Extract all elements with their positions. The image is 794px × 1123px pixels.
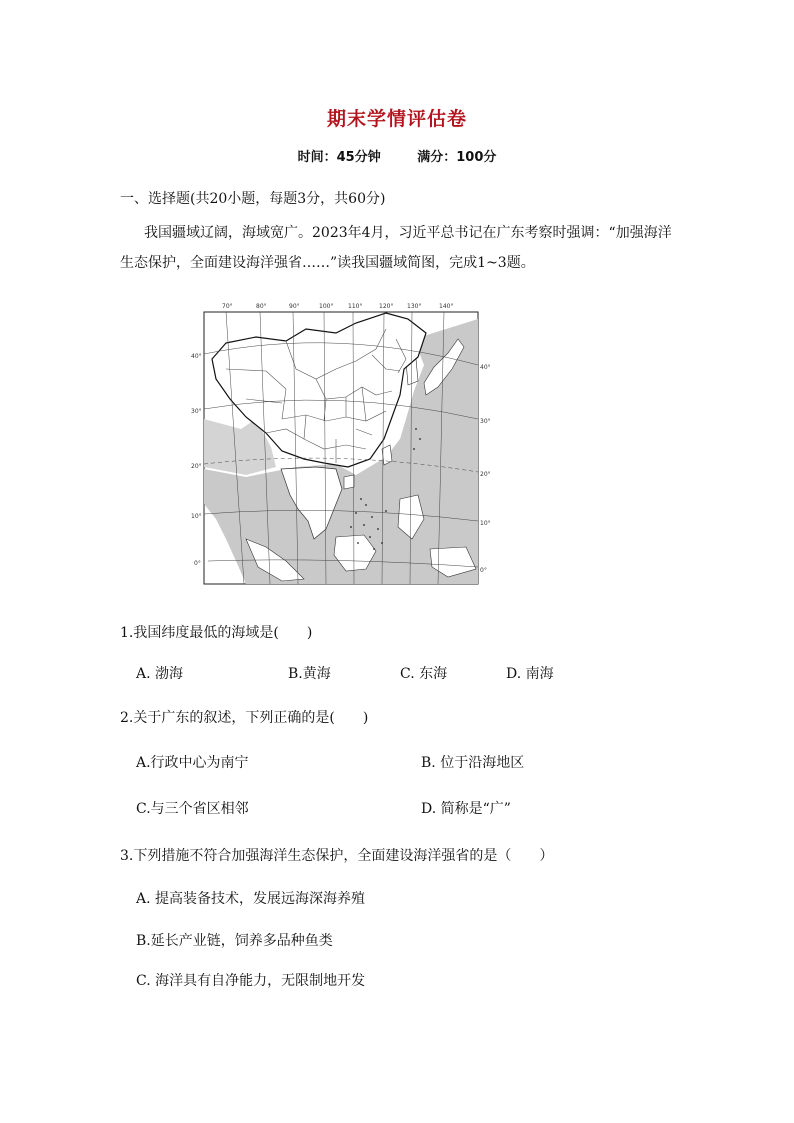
lat-label: 0° [194,560,201,567]
exam-score: 满分：100分 [417,150,497,165]
land-hainan [344,475,354,489]
lon-label: 140° [439,303,454,310]
latitude-labels-left [191,353,202,567]
lon-label: 100° [319,303,334,310]
lon-label: 130° [407,303,422,310]
q1-option-b[interactable]: B.黄海 [288,666,331,682]
lat-label: 20° [480,471,491,478]
q3-option-a[interactable]: A. 提高装备技术，发展远海深海养殖 [136,891,366,907]
lat-label: 0° [480,567,487,574]
map-svg [186,299,491,589]
q1-option-a[interactable]: A. 渤海 [136,666,184,682]
question-1: 1.我国纬度最低的海域是( ) [120,625,313,641]
latitude-labels-right [480,364,491,574]
lat-label: 30° [191,408,202,415]
china-territory-map [186,299,491,589]
question-3: 3.下列措施不符合加强海洋生态保护，全面建设海洋强省的是（ ） [120,848,554,864]
lon-label: 90° [289,303,300,310]
q2-option-a[interactable]: A.行政中心为南宁 [136,755,249,771]
lon-label: 110° [348,303,363,310]
lat-label: 20° [191,463,202,470]
land-taiwan [382,445,392,465]
q1-option-c[interactable]: C. 东海 [400,666,448,682]
q2-option-c[interactable]: C.与三个省区相邻 [136,801,249,817]
lat-label: 10° [191,513,202,520]
lat-label: 30° [480,418,491,425]
paper-title: 期末学情评估卷 [326,108,467,130]
q1-option-d[interactable]: D. 南海 [506,666,554,682]
lat-label: 40° [191,353,202,360]
intro-paragraph: 我国疆域辽阔，海域宽广。2023年4月，习近平总书记在广东考察时强调：“加强海洋生态保护，全面建设海洋强省……”读我国疆域简图，完成1~3题。 [120,225,672,271]
lon-label: 70° [222,303,233,310]
exam-meta [0,146,794,165]
lat-label: 10° [480,520,491,527]
q3-option-c[interactable]: C. 海洋具有自净能力，无限制地开发 [136,973,366,989]
q2-option-b[interactable]: B. 位于沿海地区 [421,755,525,771]
q3-option-b[interactable]: B.延长产业链，饲养多品种鱼类 [136,933,333,949]
lon-label: 80° [256,303,267,310]
lon-label: 120° [379,303,394,310]
lat-label: 40° [480,364,491,371]
longitude-labels [222,303,453,310]
question-2: 2.关于广东的叙述，下列正确的是( ) [120,710,369,726]
section-heading: 一、选择题(共20小题，每题3分，共60分) [120,191,386,207]
q2-option-d[interactable]: D. 简称是“广” [421,801,511,817]
exam-time: 时间：45分钟 [297,150,381,165]
